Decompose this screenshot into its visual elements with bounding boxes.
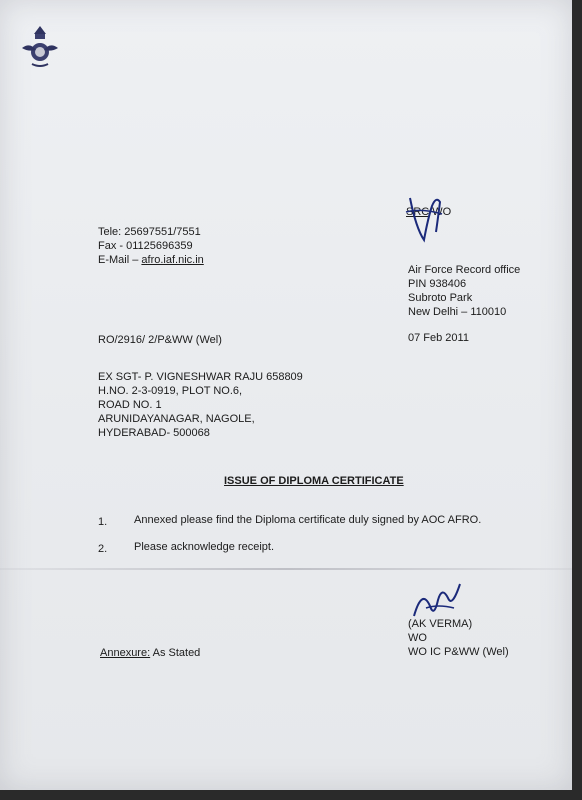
addressee-line-1: EX SGT- P. VIGNESHWAR RAJU 658809 [98,371,303,383]
office-city: New Delhi – 110010 [408,306,507,318]
paragraph-1-text: Annexed please find the Diploma certificate duly signed by AOC AFRO. [134,514,482,526]
email-link[interactable]: afro.iaf.nic.in [141,254,204,266]
paper-fold-line [0,568,572,570]
paragraph-2-number: 2. [98,543,108,555]
telephone-line: Tele: 25697551/7551 [98,226,201,238]
signatory-designation: WO IC P&WW (Wel) [408,646,509,658]
annexure-label: Annexure: [100,647,151,659]
reference-number: RO/2916/ 2/P&WW (Wel) [98,334,222,346]
email-label: E-Mail – [98,254,139,266]
annexure-value: As Stated [152,647,201,659]
office-area: Subroto Park [408,292,473,304]
sender-ref-suffix: WO [432,206,452,218]
office-pin: PIN 938406 [408,278,467,290]
addressee-line-2: H.NO. 2-3-0919, PLOT NO.6, [98,385,243,397]
annexure-line [100,646,200,660]
email-line [98,253,204,267]
signatory-rank: WO [408,632,427,644]
sender-ref-top: SRC [406,206,430,218]
signature-initials-icon [402,188,452,248]
addressee-line-4: ARUNIDAYANAGAR, NAGOLE, [98,413,255,425]
addressee-line-5: HYDERABAD- 500068 [98,427,210,439]
fax-line: Fax - 01125696359 [98,240,193,252]
paragraph-1-number: 1. [98,516,108,528]
signatory-name: (AK VERMA) [408,618,473,630]
subject-heading: ISSUE OF DIPLOMA CERTIFICATE [224,475,404,487]
iaf-crest-icon [18,22,62,72]
addressee-line-3: ROAD NO. 1 [98,399,162,411]
office-name: Air Force Record office [408,264,521,276]
letter-date: 07 Feb 2011 [408,332,469,344]
paragraph-2-text: Please acknowledge receipt. [134,541,275,553]
